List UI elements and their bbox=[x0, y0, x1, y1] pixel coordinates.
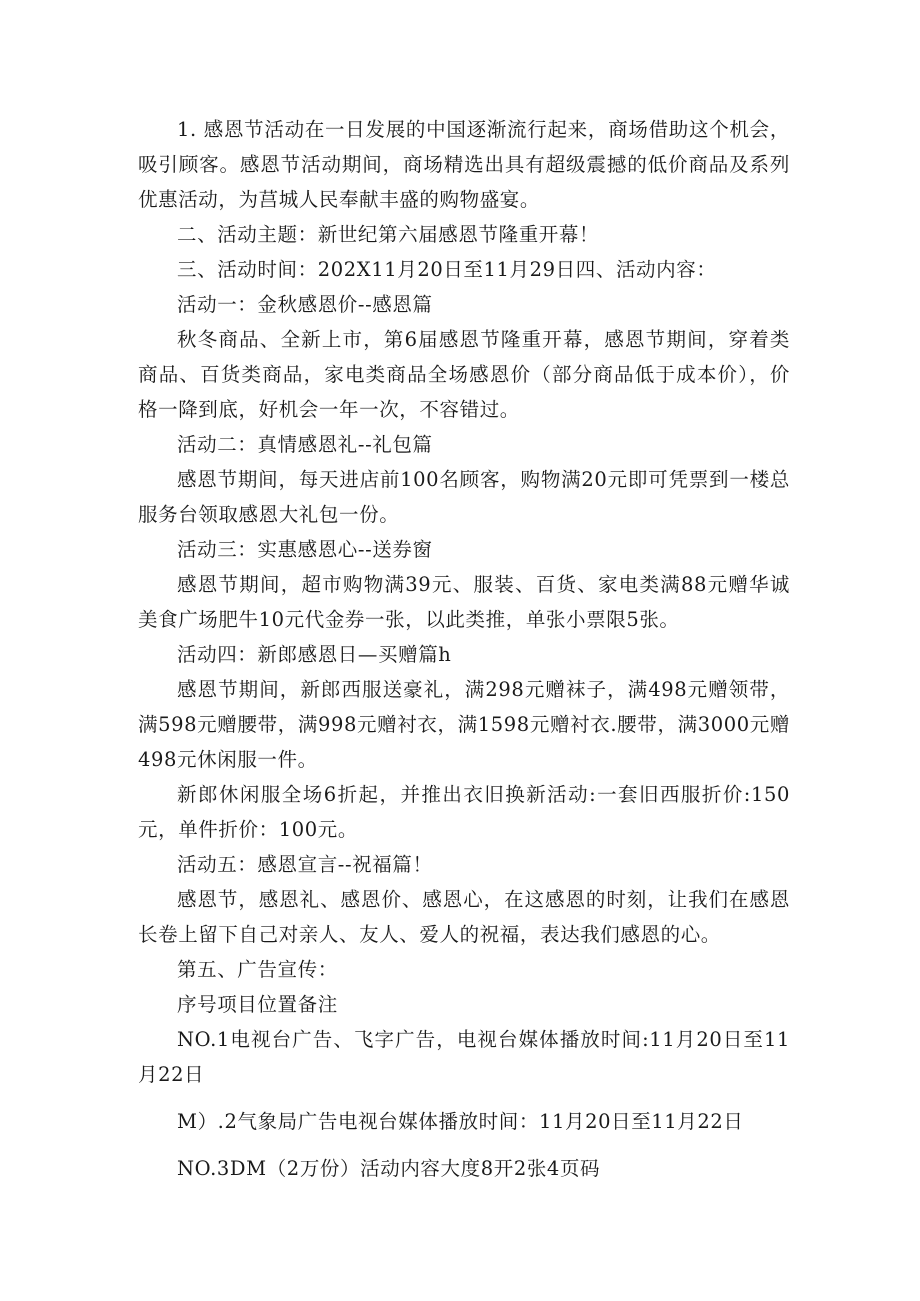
document-body bbox=[138, 112, 790, 1186]
table-header-row: 序号项目位置备注 bbox=[177, 993, 338, 1016]
ad-item-3: NO.3DM（2万份）活动内容大度8开2张4页码 bbox=[177, 1157, 601, 1180]
heading-activity-4: 活动四：新郎感恩日—买赠篇h bbox=[177, 643, 452, 666]
ad-item-1: NO.1电视台广告、飞字广告，电视台媒体播放时间:11月20日至11月22日 bbox=[138, 1028, 790, 1086]
paragraph-theme: 二、活动主题：新世纪第六届感恩节隆重开幕！ bbox=[177, 223, 600, 246]
heading-activity-3: 活动三：实惠感恩心--送券窗 bbox=[177, 538, 433, 561]
heading-advertising: 第五、广告宣传： bbox=[177, 958, 338, 981]
heading-activity-5: 活动五：感恩宣言--祝福篇！ bbox=[177, 853, 433, 876]
paragraph-activity-3: 感恩节期间，超市购物满39元、服装、百货、家电类满88元赠华诚美食广场肥牛10元代金券一张，以此类推，单张小票限5张。 bbox=[138, 573, 790, 631]
paragraph-activity-2: 感恩节期间，每天进店前100名顾客，购物满20元即可凭票到一楼总服务台领取感恩大礼包一份。 bbox=[138, 468, 790, 526]
paragraph-activity-5: 感恩节，感恩礼、感恩价、感恩心，在这感恩的时刻，让我们在感恩长卷上留下自己对亲人、友人、爱人的祝福，表达我们感恩的心。 bbox=[138, 888, 790, 946]
paragraph-activity-4: 感恩节期间，新郎西服送豪礼，满298元赠袜子，满498元赠领带，满598元赠腰带，满998元赠衬衣，满1598元赠衬衣.腰带，满3000元赠498元休闲服一件。 bbox=[138, 678, 790, 771]
paragraph-activity-1: 秋冬商品、全新上市，第6届感恩节隆重开幕，感恩节期间，穿着类商品、百货类商品，家电类商品全场感恩价（部分商品低于成本价），价格一降到底，好机会一年一次，不容错过。 bbox=[138, 328, 790, 421]
heading-activity-1: 活动一：金秋感恩价--感恩篇 bbox=[177, 293, 433, 316]
paragraph-intro: 1. 感恩节活动在一日发展的中国逐渐流行起来，商场借助这个机会，吸引顾客。感恩节活动期间，商场精选出具有超级震撼的低价商品及系列优惠活动，为莒城人民奉献丰盛的购物盛宴。 bbox=[138, 118, 790, 211]
paragraph-activity-4-extra: 新郎休闲服全场6折起，并推出衣旧换新活动:一套旧西服折价:150元，单件折价：100元。 bbox=[138, 783, 790, 841]
ad-item-2: M）.2气象局广告电视台媒体播放时间：11月20日至11月22日 bbox=[177, 1110, 744, 1133]
heading-activity-2: 活动二：真情感恩礼--礼包篇 bbox=[177, 433, 433, 456]
paragraph-time: 三、活动时间：202X11月20日至11月29日四、活动内容： bbox=[177, 258, 717, 281]
